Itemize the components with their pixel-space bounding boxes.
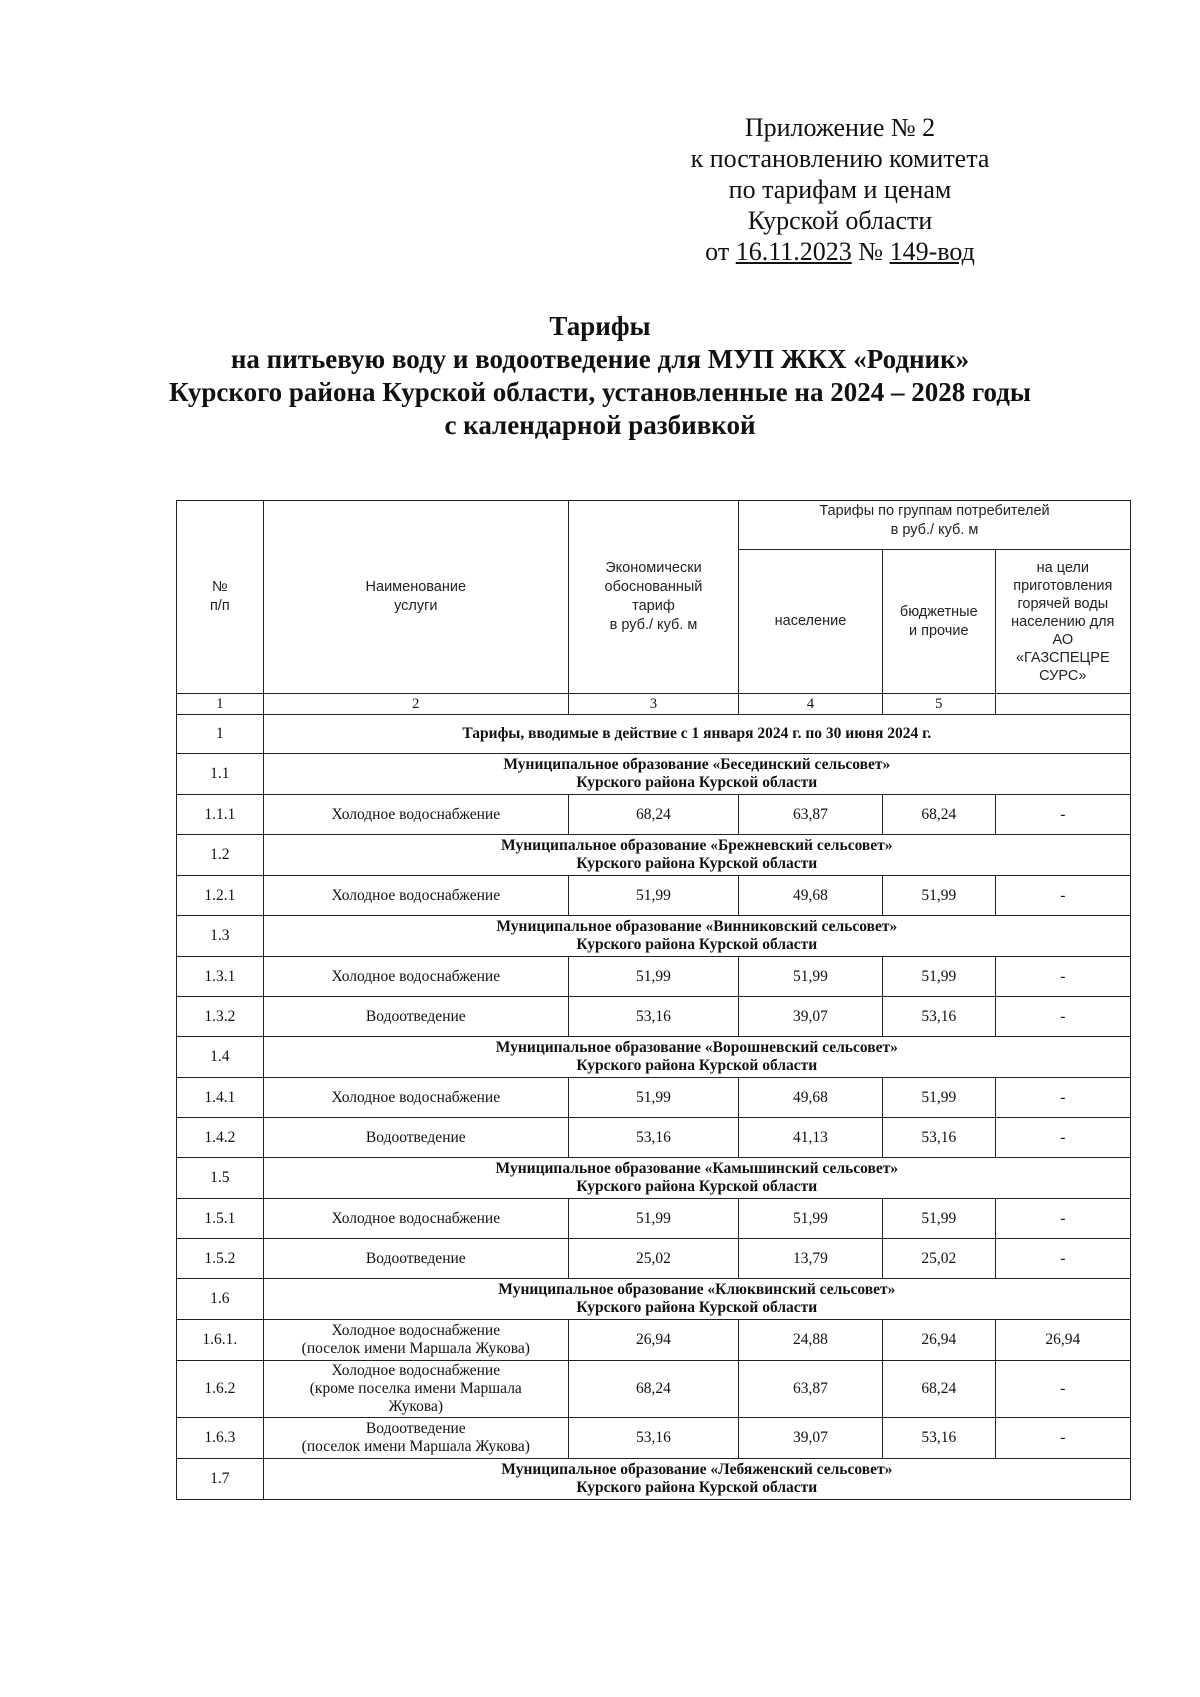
column-number: 2 [263, 694, 568, 715]
economic-tariff-cell: 51,99 [568, 1078, 738, 1118]
municipality-name-line2: Курского района Курской области [576, 1299, 818, 1316]
column-number: 5 [882, 694, 995, 715]
title-line-2: на питьевую воду и водоотведение для МУП ЖКХ «Родник» [230, 344, 970, 374]
budget-tariff-cell: 51,99 [882, 957, 995, 997]
header-population: население [738, 550, 882, 694]
tariff-row [177, 1239, 1131, 1279]
municipality-name-line1: Муниципальное образование «Камышинский сельсовет» [495, 1160, 899, 1177]
budget-tariff-cell: 51,99 [882, 1078, 995, 1118]
column-number [995, 694, 1130, 715]
appendix-date-line [620, 236, 1060, 267]
budget-tariff-cell: 68,24 [882, 795, 995, 835]
population-tariff-cell: 51,99 [738, 1199, 882, 1239]
municipality-number: 1.5 [177, 1158, 264, 1199]
municipality-row [177, 1279, 1131, 1320]
economic-tariff-cell: 26,94 [568, 1320, 738, 1361]
economic-tariff-cell: 51,99 [568, 1199, 738, 1239]
budget-tariff-cell: 53,16 [882, 1418, 995, 1459]
service-name-line: (поселок имени Маршала Жукова) [301, 1340, 530, 1357]
tariff-row [177, 957, 1131, 997]
economic-tariff-cell: 25,02 [568, 1239, 738, 1279]
service-name-line: Холодное водоснабжение [331, 1088, 501, 1106]
service-name-line: Холодное водоснабжение [331, 805, 501, 823]
economic-tariff-cell: 53,16 [568, 1118, 738, 1158]
date-prefix: от [705, 237, 736, 266]
municipality-name-line1: Муниципальное образование «Ворошневский сельсовет» [495, 1039, 898, 1056]
economic-tariff-cell: 68,24 [568, 795, 738, 835]
municipality-row [177, 1158, 1131, 1199]
service-name-line: Жукова) [388, 1398, 444, 1415]
service-name-line: Водоотведение [365, 1249, 466, 1267]
hot-water-tariff-cell: - [995, 795, 1130, 835]
tariff-row [177, 1078, 1131, 1118]
header-row-1 [177, 501, 1131, 550]
budget-tariff-cell: 26,94 [882, 1320, 995, 1361]
row-number: 1.3.2 [177, 997, 264, 1037]
population-tariff-cell: 13,79 [738, 1239, 882, 1279]
section-row [177, 715, 1131, 754]
service-name-line: (поселок имени Маршала Жукова) [301, 1438, 530, 1455]
population-tariff-cell: 63,87 [738, 795, 882, 835]
tariff-row [177, 1361, 1131, 1418]
service-name-line: Холодное водоснабжение [331, 967, 501, 985]
population-tariff-cell: 49,68 [738, 876, 882, 916]
service-name-line: Водоотведение [365, 1420, 466, 1437]
budget-tariff-cell: 51,99 [882, 1199, 995, 1239]
service-name-line: Холодное водоснабжение [331, 1209, 501, 1227]
budget-tariff-cell: 25,02 [882, 1239, 995, 1279]
population-tariff-cell: 24,88 [738, 1320, 882, 1361]
service-name [263, 795, 568, 835]
municipality-name [263, 835, 1130, 876]
service-name-line: Холодное водоснабжение [331, 1322, 501, 1339]
row-number: 1.4.2 [177, 1118, 264, 1158]
municipality-name [263, 1279, 1130, 1320]
service-name [263, 1361, 568, 1418]
column-number: 3 [568, 694, 738, 715]
title-line-1: Тарифы [549, 311, 651, 341]
municipality-name-line2: Курского района Курской области [576, 1178, 818, 1195]
tariff-row [177, 997, 1131, 1037]
service-name-line: Холодное водоснабжение [331, 886, 501, 904]
municipality-name-line2: Курского района Курской области [576, 774, 818, 791]
header-consumer-groups: Тарифы по группам потребителей в руб./ куб. м [738, 501, 1130, 550]
municipality-number: 1.3 [177, 916, 264, 957]
title-line-4: с календарной разбивкой [444, 410, 756, 440]
municipality-name-line2: Курского района Курской области [576, 1479, 818, 1496]
budget-tariff-cell: 68,24 [882, 1361, 995, 1418]
appendix-line-3: по тарифам и ценам [728, 175, 952, 204]
municipality-name-line2: Курского района Курской области [576, 936, 818, 953]
hot-water-tariff-cell: - [995, 1361, 1130, 1418]
section-number: 1 [177, 715, 264, 754]
hot-water-tariff-cell: - [995, 1078, 1130, 1118]
title-line-3: Курского района Курской области, установленные на 2024 – 2028 годы [168, 377, 1032, 407]
municipality-name [263, 1158, 1130, 1199]
economic-tariff-cell: 51,99 [568, 876, 738, 916]
row-number: 1.6.3 [177, 1418, 264, 1459]
municipality-name [263, 1459, 1130, 1500]
hot-water-tariff-cell: 26,94 [995, 1320, 1130, 1361]
hot-water-tariff-cell: - [995, 1118, 1130, 1158]
population-tariff-cell: 39,07 [738, 997, 882, 1037]
service-name [263, 1418, 568, 1459]
header-hot-water: на цели приготовления горячей воды населению для АО «ГАЗСПЕЦРЕ СУРС» [995, 550, 1130, 694]
population-tariff-cell: 41,13 [738, 1118, 882, 1158]
service-name-line: (кроме поселка имени Маршала [309, 1380, 522, 1397]
tariff-row [177, 876, 1131, 916]
municipality-name-line2: Курского района Курской области [576, 1057, 818, 1074]
municipality-name-line1: Муниципальное образование «Бесединский сельсовет» [503, 756, 891, 773]
population-tariff-cell: 51,99 [738, 957, 882, 997]
budget-tariff-cell: 51,99 [882, 876, 995, 916]
decree-number: 149-вод [889, 237, 975, 266]
header-number: № п/п [177, 501, 264, 694]
municipality-row [177, 1459, 1131, 1500]
municipality-number: 1.1 [177, 754, 264, 795]
appendix-block [620, 112, 1060, 267]
population-tariff-cell: 39,07 [738, 1418, 882, 1459]
municipality-number: 1.6 [177, 1279, 264, 1320]
row-number: 1.6.2 [177, 1361, 264, 1418]
municipality-name-line1: Муниципальное образование «Брежневский сельсовет» [501, 837, 893, 854]
budget-tariff-cell: 53,16 [882, 997, 995, 1037]
municipality-row [177, 916, 1131, 957]
economic-tariff-cell: 53,16 [568, 997, 738, 1037]
service-name [263, 876, 568, 916]
column-number: 4 [738, 694, 882, 715]
municipality-row [177, 1037, 1131, 1078]
row-number: 1.3.1 [177, 957, 264, 997]
section-title: Тарифы, вводимые в действие с 1 января 2024 г. по 30 июня 2024 г. [263, 715, 1130, 754]
municipality-name-line1: Муниципальное образование «Винниковский сельсовет» [496, 918, 898, 935]
service-name-line: Водоотведение [365, 1128, 466, 1146]
tariff-table [176, 500, 1131, 1500]
municipality-row [177, 835, 1131, 876]
appendix-line-2: к постановлению комитета [690, 144, 990, 173]
header-service-name: Наименование услуги [263, 501, 568, 694]
hot-water-tariff-cell: - [995, 997, 1130, 1037]
column-number-row [177, 694, 1131, 715]
service-name [263, 1078, 568, 1118]
municipality-name [263, 916, 1130, 957]
service-name [263, 997, 568, 1037]
municipality-name-line1: Муниципальное образование «Клюквинский сельсовет» [498, 1281, 896, 1298]
economic-tariff-cell: 51,99 [568, 957, 738, 997]
service-name-line: Холодное водоснабжение [331, 1362, 501, 1379]
economic-tariff-cell: 53,16 [568, 1418, 738, 1459]
municipality-name [263, 1037, 1130, 1078]
decree-date: 16.11.2023 [735, 237, 852, 266]
appendix-title: Приложение № 2 [744, 113, 936, 142]
header-budget-other: бюджетные и прочие [882, 550, 995, 694]
hot-water-tariff-cell: - [995, 1239, 1130, 1279]
row-number: 1.4.1 [177, 1078, 264, 1118]
service-name [263, 1320, 568, 1361]
row-number: 1.5.1 [177, 1199, 264, 1239]
municipality-name-line1: Муниципальное образование «Лебяженский сельсовет» [501, 1461, 893, 1478]
number-sign: № [851, 237, 890, 266]
service-name-line: Водоотведение [365, 1007, 466, 1025]
municipality-name-line2: Курского района Курской области [576, 855, 818, 872]
service-name [263, 1118, 568, 1158]
municipality-number: 1.4 [177, 1037, 264, 1078]
municipality-row [177, 754, 1131, 795]
hot-water-tariff-cell: - [995, 957, 1130, 997]
service-name [263, 1199, 568, 1239]
municipality-number: 1.2 [177, 835, 264, 876]
tariff-row [177, 1418, 1131, 1459]
row-number: 1.1.1 [177, 795, 264, 835]
municipality-name [263, 754, 1130, 795]
hot-water-tariff-cell: - [995, 876, 1130, 916]
municipality-number: 1.7 [177, 1459, 264, 1500]
tariff-row [177, 1199, 1131, 1239]
tariff-row [177, 1118, 1131, 1158]
header-economic-tariff: Экономически обоснованный тариф в руб./ куб. м [568, 501, 738, 694]
appendix-line-4: Курской области [747, 206, 933, 235]
row-number: 1.5.2 [177, 1239, 264, 1279]
hot-water-tariff-cell: - [995, 1199, 1130, 1239]
row-number: 1.6.1. [177, 1320, 264, 1361]
budget-tariff-cell: 53,16 [882, 1118, 995, 1158]
hot-water-tariff-cell: - [995, 1418, 1130, 1459]
row-number: 1.2.1 [177, 876, 264, 916]
service-name [263, 957, 568, 997]
population-tariff-cell: 63,87 [738, 1361, 882, 1418]
document-title [110, 310, 1090, 442]
economic-tariff-cell: 68,24 [568, 1361, 738, 1418]
service-name [263, 1239, 568, 1279]
column-number: 1 [177, 694, 264, 715]
tariff-row [177, 795, 1131, 835]
tariff-row [177, 1320, 1131, 1361]
population-tariff-cell: 49,68 [738, 1078, 882, 1118]
